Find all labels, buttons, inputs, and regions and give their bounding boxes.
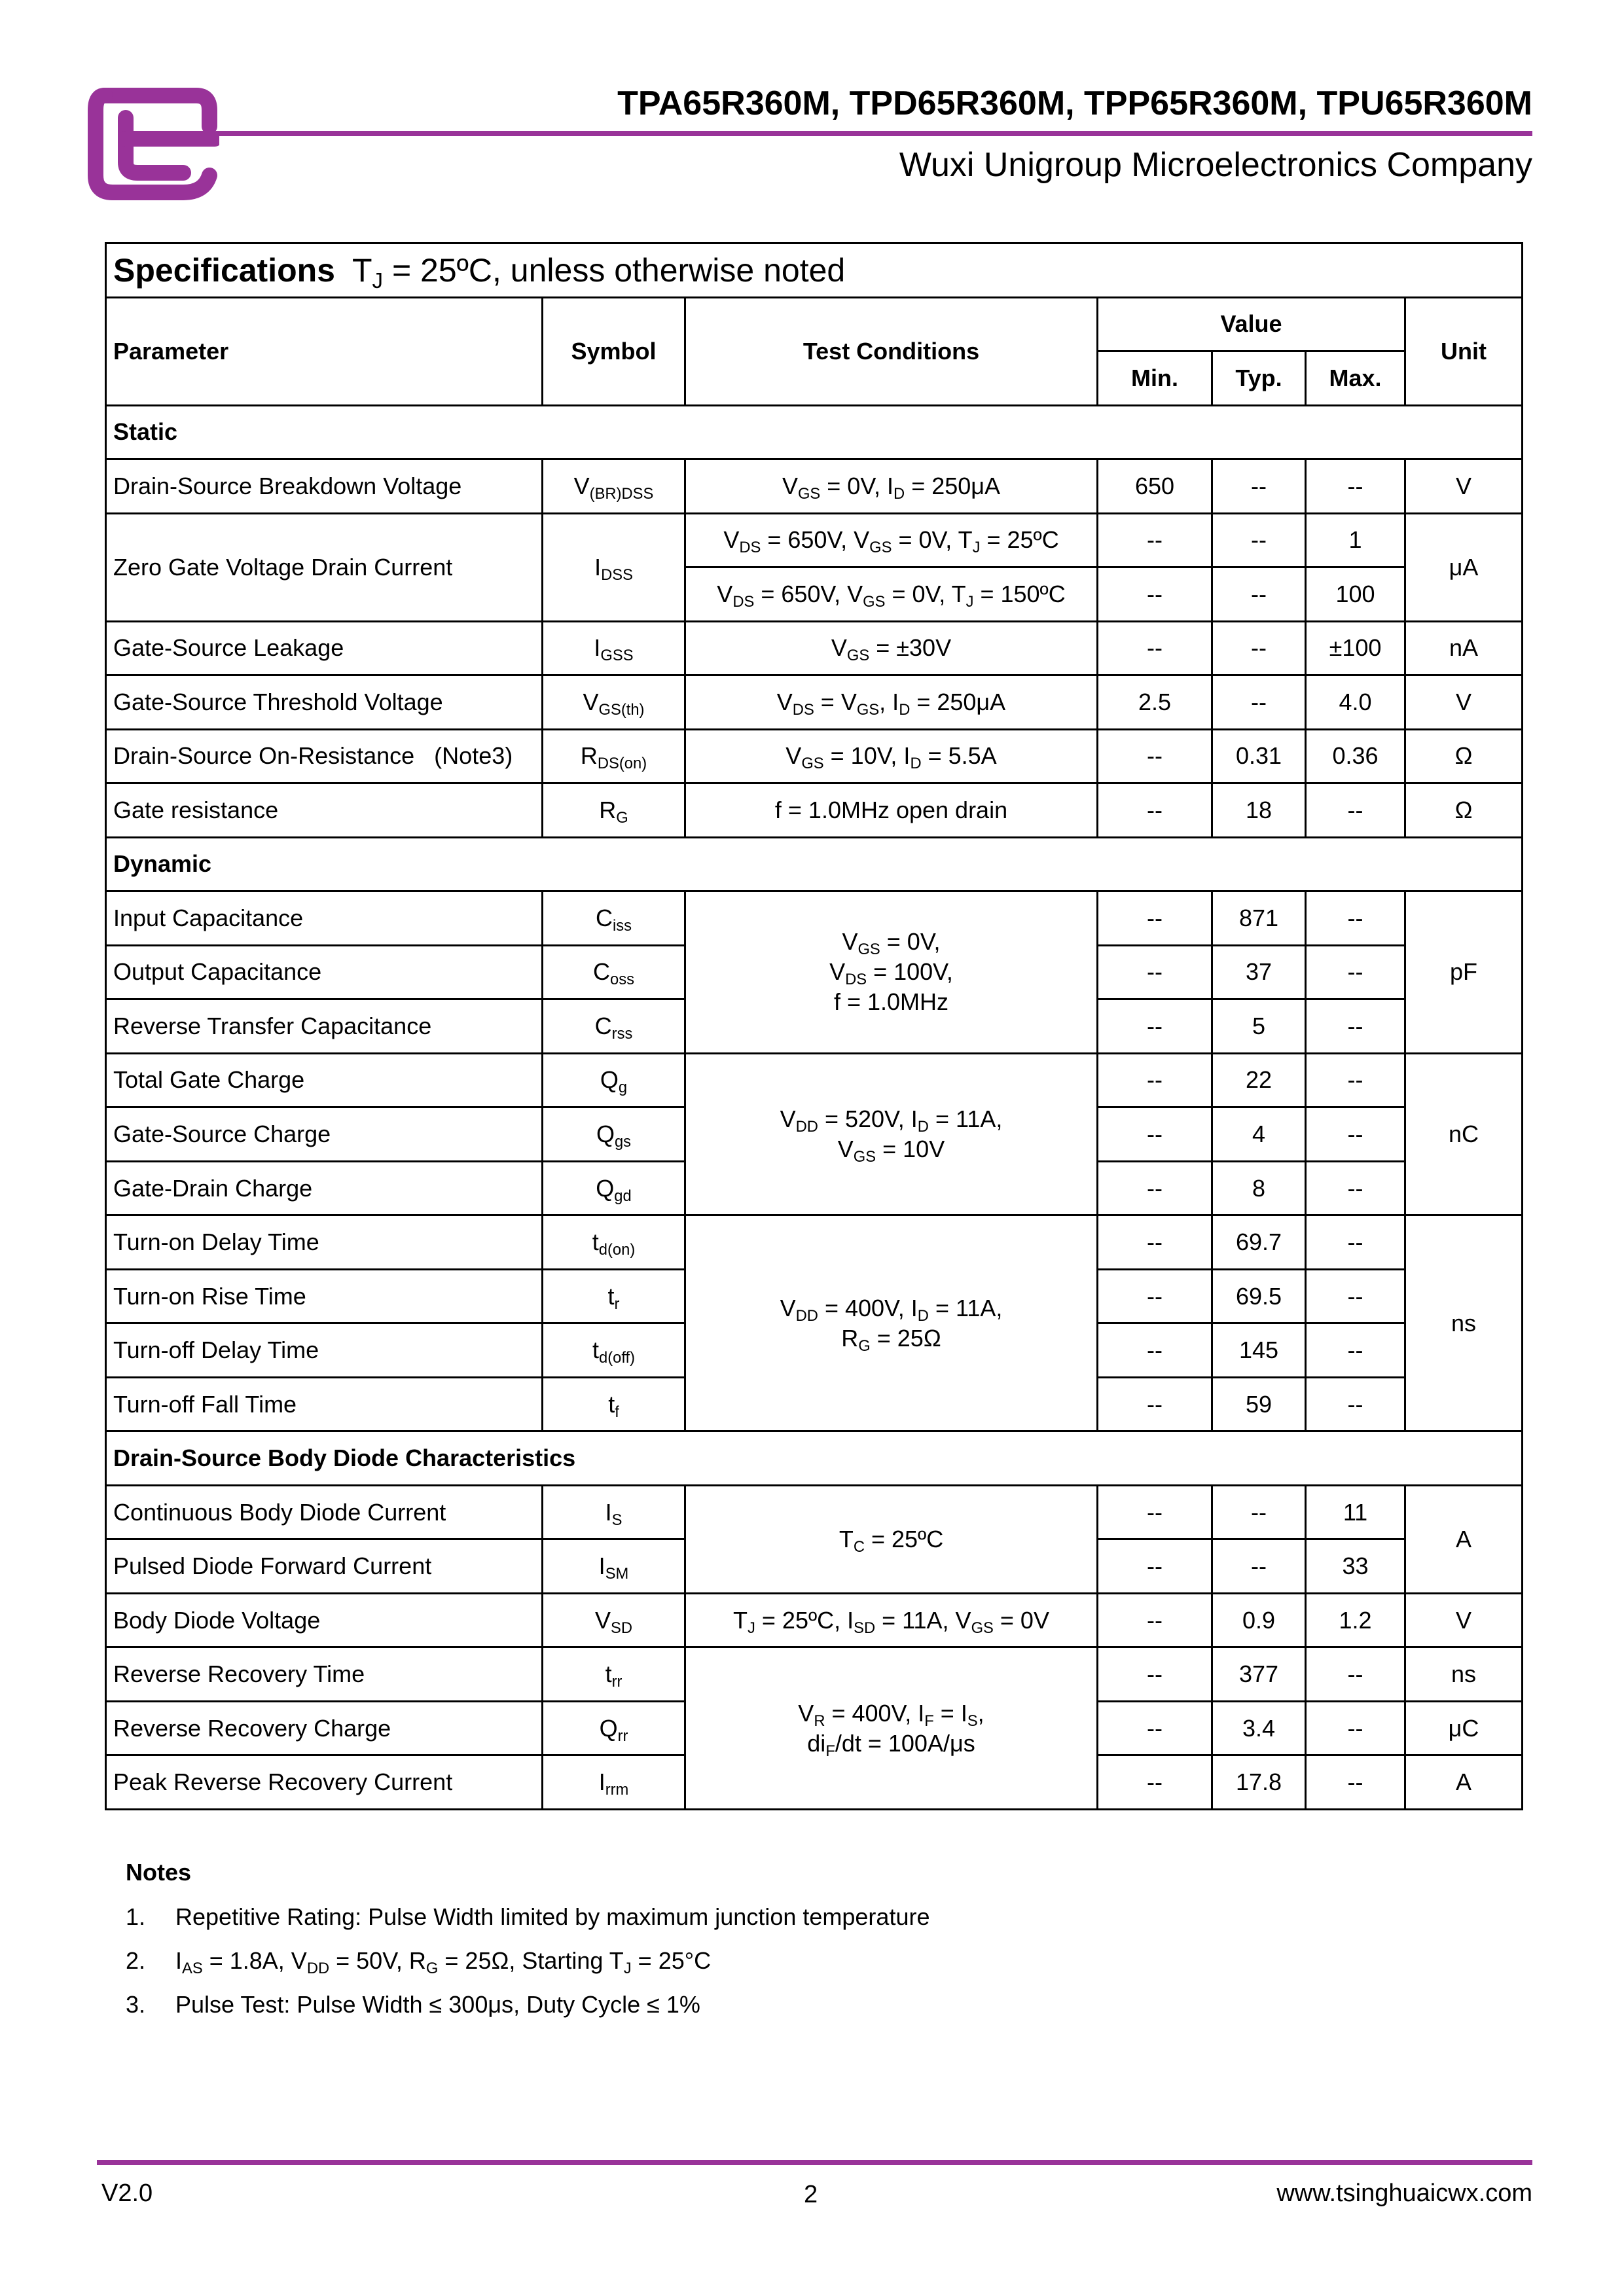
min-value: -- xyxy=(1098,1323,1212,1378)
symbol-cell: $Q_g$ xyxy=(543,1053,685,1107)
min-value: -- xyxy=(1098,1539,1212,1594)
max-value: -- xyxy=(1306,783,1405,838)
symbol-cell: $I_{rrm}$ xyxy=(543,1755,685,1810)
unit-cell: V xyxy=(1405,675,1523,730)
param-name: Peak Reverse Recovery Current xyxy=(106,1755,543,1810)
min-value: -- xyxy=(1098,1215,1212,1270)
symbol-cell: $I_{SM}$ xyxy=(543,1539,685,1594)
param-name: Reverse Recovery Charge xyxy=(106,1701,543,1755)
condition-cell: f = 1.0MHz open drain xyxy=(685,783,1098,838)
header-symbol: Symbol xyxy=(543,297,685,405)
param-name: Gate resistance xyxy=(106,783,543,838)
max-value: -- xyxy=(1306,1053,1405,1107)
min-value: -- xyxy=(1098,1485,1212,1539)
page-number: 2 xyxy=(804,2181,818,2208)
min-value: -- xyxy=(1098,783,1212,838)
website-link[interactable]: www.tsinghuaicwx.com xyxy=(1276,2179,1532,2207)
section-dynamic: Dynamic xyxy=(106,837,1523,891)
symbol-cell: $t_{rr}$ xyxy=(543,1647,685,1702)
max-value: 1 xyxy=(1306,513,1405,567)
condition-cell: $V_{GS} = \pm 30V$ xyxy=(685,621,1098,675)
footer-rule xyxy=(97,2160,1532,2165)
symbol-cell: $C_{oss}$ xyxy=(543,945,685,999)
table-row xyxy=(106,1215,1523,1270)
condition-cell: $V_R = 400V$, $I_F = I_S$, $di_F/dt = 100A/\mu s$ xyxy=(685,1647,1098,1810)
max-value: -- xyxy=(1306,1161,1405,1215)
unit-cell: ns xyxy=(1405,1215,1523,1431)
max-value: -- xyxy=(1306,1323,1405,1378)
param-name: Turn-on Rise Time xyxy=(106,1269,543,1323)
min-value: -- xyxy=(1098,1107,1212,1162)
param-name: Total Gate Charge xyxy=(106,1053,543,1107)
min-value: -- xyxy=(1098,1593,1212,1647)
symbol-cell: $I_{DSS}$ xyxy=(543,513,685,621)
table-row xyxy=(106,675,1523,730)
min-value: -- xyxy=(1098,1269,1212,1323)
param-name: Reverse Recovery Time xyxy=(106,1647,543,1702)
min-value: -- xyxy=(1098,513,1212,567)
typ-value: 69.7 xyxy=(1212,1215,1306,1270)
header-value: Value xyxy=(1098,297,1405,351)
symbol-cell: $R_{DS(on)}$ xyxy=(543,729,685,783)
typ-value: 37 xyxy=(1212,945,1306,999)
unit-cell: Ω xyxy=(1405,729,1523,783)
symbol-cell: $V_{SD}$ xyxy=(543,1593,685,1647)
section-static: Static xyxy=(106,405,1523,459)
max-value: -- xyxy=(1306,1215,1405,1270)
param-name: Body Diode Voltage xyxy=(106,1593,543,1647)
header-test-conditions: Test Conditions xyxy=(685,297,1098,405)
table-row xyxy=(106,1053,1523,1107)
symbol-cell: $V_{GS(th)}$ xyxy=(543,675,685,730)
symbol-cell: $t_f$ xyxy=(543,1377,685,1431)
typ-value: -- xyxy=(1212,1485,1306,1539)
version-label: V2.0 xyxy=(101,2179,153,2207)
specifications-title: Specifications $T_J$ = 25ºC, unless otherwise noted xyxy=(106,243,1523,298)
max-value: -- xyxy=(1306,1377,1405,1431)
min-value: -- xyxy=(1098,999,1212,1054)
symbol-cell: $t_{d(off)}$ xyxy=(543,1323,685,1378)
company-name: Wuxi Unigroup Microelectronics Company xyxy=(899,146,1532,184)
param-name: Drain-Source Breakdown Voltage xyxy=(106,459,543,514)
max-value: ±100 xyxy=(1306,621,1405,675)
symbol-cell: $Q_{rr}$ xyxy=(543,1701,685,1755)
unit-cell: nA xyxy=(1405,621,1523,675)
max-value: -- xyxy=(1306,1701,1405,1755)
param-name: Gate-Source Threshold Voltage xyxy=(106,675,543,730)
typ-value: 0.31 xyxy=(1212,729,1306,783)
symbol-cell: $C_{iss}$ xyxy=(543,891,685,946)
typ-value: -- xyxy=(1212,459,1306,514)
table-row xyxy=(106,891,1523,946)
param-name: Gate-Source Leakage xyxy=(106,621,543,675)
min-value: -- xyxy=(1098,1647,1212,1702)
typ-value: -- xyxy=(1212,513,1306,567)
table-row xyxy=(106,1485,1523,1539)
unit-cell: μC xyxy=(1405,1701,1523,1755)
min-value: -- xyxy=(1098,891,1212,946)
typ-value: -- xyxy=(1212,621,1306,675)
param-name: Reverse Transfer Capacitance xyxy=(106,999,543,1054)
condition-cell: $V_{DD} = 400V$, $I_D = 11A$, $R_G = 25\Omega$ xyxy=(685,1215,1098,1431)
param-name: Turn-off Delay Time xyxy=(106,1323,543,1378)
unit-cell: nC xyxy=(1405,1053,1523,1215)
unit-cell: A xyxy=(1405,1755,1523,1810)
unit-cell: V xyxy=(1405,1593,1523,1647)
document-title: TPA65R360M, TPD65R360M, TPP65R360M, TPU65R360M xyxy=(617,84,1532,122)
symbol-cell: $C_{rss}$ xyxy=(543,999,685,1054)
unit-cell: Ω xyxy=(1405,783,1523,838)
max-value: -- xyxy=(1306,1107,1405,1162)
typ-value: 871 xyxy=(1212,891,1306,946)
min-value: -- xyxy=(1098,621,1212,675)
param-name: Pulsed Diode Forward Current xyxy=(106,1539,543,1594)
min-value: -- xyxy=(1098,1053,1212,1107)
header-rule xyxy=(216,131,1532,136)
unit-cell: ns xyxy=(1405,1647,1523,1702)
table-row xyxy=(106,783,1523,838)
param-name: Gate-Source Charge xyxy=(106,1107,543,1162)
note-1: 1. Repetitive Rating: Pulse Width limited by maximum junction temperature xyxy=(126,1903,930,1930)
header-max: Max. xyxy=(1306,351,1405,406)
table-row xyxy=(106,1593,1523,1647)
param-name: Continuous Body Diode Current xyxy=(106,1485,543,1539)
typ-value: 69.5 xyxy=(1212,1269,1306,1323)
header-min: Min. xyxy=(1098,351,1212,406)
typ-value: 3.4 xyxy=(1212,1701,1306,1755)
max-value: -- xyxy=(1306,1647,1405,1702)
condition-cell: $V_{GS} = 0V$, $V_{DS} = 100V$, f = 1.0MHz xyxy=(685,891,1098,1054)
condition-cell: $T_J$ = 25ºC, $I_{SD} = 11A$, $V_{GS} = 0V$ xyxy=(685,1593,1098,1647)
min-value: -- xyxy=(1098,1755,1212,1810)
max-value: -- xyxy=(1306,945,1405,999)
unit-cell: V xyxy=(1405,459,1523,514)
symbol-cell: $V_{(BR)DSS}$ xyxy=(543,459,685,514)
param-name: Drain-Source On-Resistance (Note3) xyxy=(106,729,543,783)
typ-value: -- xyxy=(1212,1539,1306,1594)
min-value: -- xyxy=(1098,1701,1212,1755)
unit-cell: A xyxy=(1405,1485,1523,1593)
max-value: 11 xyxy=(1306,1485,1405,1539)
condition-cell: $V_{GS} = 0V$, $I_D = 250\mu A$ xyxy=(685,459,1098,514)
typ-value: 377 xyxy=(1212,1647,1306,1702)
unit-cell: pF xyxy=(1405,891,1523,1054)
symbol-cell: $I_S$ xyxy=(543,1485,685,1539)
symbol-cell: $I_{GSS}$ xyxy=(543,621,685,675)
symbol-cell: $t_{d(on)}$ xyxy=(543,1215,685,1270)
condition-cell: $T_C$ = 25ºC xyxy=(685,1485,1098,1593)
table-row xyxy=(106,729,1523,783)
note-2: 2. $I_{AS} = 1.8A$, $V_{DD} = 50V$, $R_G = 25\Omega$, Starting $T_J = 25^\circ C$ xyxy=(126,1947,712,1978)
symbol-cell: $R_G$ xyxy=(543,783,685,838)
max-value: 33 xyxy=(1306,1539,1405,1594)
typ-value: 0.9 xyxy=(1212,1593,1306,1647)
min-value: 2.5 xyxy=(1098,675,1212,730)
param-name: Turn-on Delay Time xyxy=(106,1215,543,1270)
min-value: -- xyxy=(1098,567,1212,622)
table-row xyxy=(106,1647,1523,1702)
typ-value: 8 xyxy=(1212,1161,1306,1215)
unit-cell: μA xyxy=(1405,513,1523,621)
symbol-cell: $Q_{gs}$ xyxy=(543,1107,685,1162)
company-logo xyxy=(85,77,219,205)
typ-value: 18 xyxy=(1212,783,1306,838)
min-value: -- xyxy=(1098,945,1212,999)
table-row xyxy=(106,513,1523,567)
max-value: 100 xyxy=(1306,567,1405,622)
typ-value: 5 xyxy=(1212,999,1306,1054)
symbol-cell: $t_r$ xyxy=(543,1269,685,1323)
header-parameter: Parameter xyxy=(106,297,543,405)
typ-value: 17.8 xyxy=(1212,1755,1306,1810)
notes-section xyxy=(126,1859,929,2035)
typ-value: 22 xyxy=(1212,1053,1306,1107)
note-3: 3. Pulse Test: Pulse Width ≤ 300μs, Duty Cycle ≤ 1% xyxy=(126,1991,700,2018)
specifications-table xyxy=(105,242,1523,1810)
typ-value: 4 xyxy=(1212,1107,1306,1162)
min-value: -- xyxy=(1098,1377,1212,1431)
condition-cell: $V_{GS} = 10V$, $I_D = 5.5A$ xyxy=(685,729,1098,783)
param-name: Gate-Drain Charge xyxy=(106,1161,543,1215)
typ-value: -- xyxy=(1212,675,1306,730)
header-unit: Unit xyxy=(1405,297,1523,405)
symbol-cell: $Q_{gd}$ xyxy=(543,1161,685,1215)
param-name: Input Capacitance xyxy=(106,891,543,946)
header-typ: Typ. xyxy=(1212,351,1306,406)
condition-cell: $V_{DS} = V_{GS}$, $I_D = 250\mu A$ xyxy=(685,675,1098,730)
table-row xyxy=(106,621,1523,675)
max-value: 1.2 xyxy=(1306,1593,1405,1647)
max-value: -- xyxy=(1306,999,1405,1054)
max-value: -- xyxy=(1306,1269,1405,1323)
typ-value: -- xyxy=(1212,567,1306,622)
param-name: Turn-off Fall Time xyxy=(106,1377,543,1431)
max-value: -- xyxy=(1306,1755,1405,1810)
max-value: 4.0 xyxy=(1306,675,1405,730)
typ-value: 59 xyxy=(1212,1377,1306,1431)
max-value: 0.36 xyxy=(1306,729,1405,783)
min-value: 650 xyxy=(1098,459,1212,514)
param-name: Zero Gate Voltage Drain Current xyxy=(106,513,543,621)
typ-value: 145 xyxy=(1212,1323,1306,1378)
condition-cell: $V_{DS} = 650V$, $V_{GS} = 0V$, $T_J$ = 150ºC xyxy=(685,567,1098,622)
min-value: -- xyxy=(1098,1161,1212,1215)
max-value: -- xyxy=(1306,459,1405,514)
condition-cell: $V_{DS} = 650V$, $V_{GS} = 0V$, $T_J$ = 25ºC xyxy=(685,513,1098,567)
max-value: -- xyxy=(1306,891,1405,946)
min-value: -- xyxy=(1098,729,1212,783)
table-row xyxy=(106,459,1523,514)
condition-cell: $V_{DD} = 520V$, $I_D = 11A$, $V_{GS} = 10V$ xyxy=(685,1053,1098,1215)
param-name: Output Capacitance xyxy=(106,945,543,999)
section-body-diode: Drain-Source Body Diode Characteristics xyxy=(106,1431,1523,1486)
notes-heading: Notes xyxy=(126,1859,192,1886)
